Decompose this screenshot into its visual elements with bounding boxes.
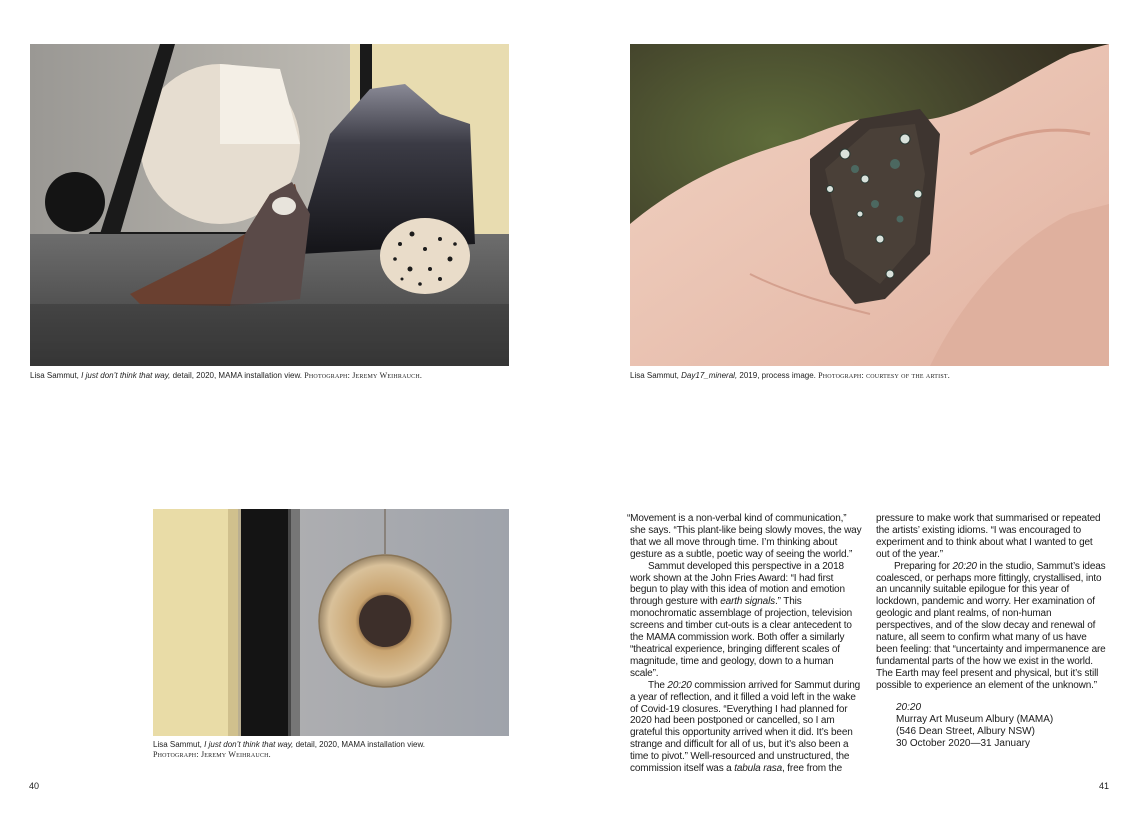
caption-details: 2019, process image. bbox=[737, 371, 819, 380]
exhibition-venue: Murray Art Museum Albury (MAMA) bbox=[896, 714, 1054, 725]
caption-top-left bbox=[30, 371, 422, 381]
paragraph: The 20:20 commission arrived for Sammut during a year of reflection, and it filled a void left in the wake of Covid-19 closures. “Everything I had planned for 2020 had been postponed or cancelled, so I am grateful this opportunity arrived when it did. It’s been strange and difficult for all of us, but it’s also been a time to pivot.” Well-resourced and unstructured, the commission itself was a tabula rasa, free from the bbox=[630, 679, 861, 775]
caption-details: detail, 2020, MAMA installation view. bbox=[293, 740, 425, 749]
article-column-1 bbox=[627, 513, 862, 775]
caption-title: I just don’t think that way, bbox=[81, 371, 171, 380]
exhibition-details bbox=[896, 702, 1053, 750]
caption-details: detail, 2020, MAMA installation view. bbox=[170, 371, 305, 380]
caption-title: Day17_mineral, bbox=[681, 371, 738, 380]
caption-top-right bbox=[630, 371, 950, 381]
caption-artist: Lisa Sammut, bbox=[630, 371, 682, 380]
exhibition-dates: 30 October 2020—31 January bbox=[896, 738, 1030, 749]
paragraph: Sammut developed this perspective in a 2018 work shown at the John Fries Award: “I had first begun to play with this idea of motion and emotion through gesture with earth signals.” This monochromatic assemblage of projection, television screens and timber cut-outs is a clear antecedent to the MAMA commission work. Both offer a similarly “theatrical experience, bringing different scales of magnitude, time and geology, down to a human scale”. bbox=[630, 560, 853, 679]
exhibition-address: (546 Dean Street, Albury NSW) bbox=[896, 726, 1035, 737]
page-number-right: 41 bbox=[1099, 781, 1110, 791]
paragraph: pressure to make work that summarised or repeated the artists’ existing idioms. “I was encouraged to experiment and to think about what I wanted to get out of the year.” bbox=[876, 513, 1101, 560]
exhibition-title: 20:20 bbox=[896, 702, 922, 713]
caption-bottom-left bbox=[153, 740, 425, 760]
page-number-left: 40 bbox=[29, 781, 40, 791]
installation-photo-top-left bbox=[30, 44, 509, 366]
paragraph: Preparing for 20:20 in the studio, Sammut’s ideas coalesced, or perhaps more fittingly, crystallised, into an uncannily suitable epilogue for this year of lockdown, pandemic and worry. Her examination of geologic and plant realms, of non-human perspectives, and of the slow decay and renewal of nature, all seem to confirm what many of us have been feeling: that “uncertainty and impermanence are fundamental parts of the how we exist in the world. The Earth may feel present and physical, but it’s still possible to experience an element of the unknown.” bbox=[876, 560, 1106, 691]
paragraph: “Movement is a non-verbal kind of communication,” she says. “This plant-like being slowly moves, the way that we all move through time. I’m thinking about gesture as a subtle, poetic way of seeing the world.” bbox=[627, 513, 862, 560]
caption-credit: Photograph: Jeremy Weihrauch. bbox=[304, 371, 423, 380]
caption-artist: Lisa Sammut, bbox=[30, 371, 82, 380]
hand-mineral-photo-top-right bbox=[630, 44, 1109, 366]
caption-credit: Photograph: courtesy of the artist. bbox=[818, 371, 950, 380]
article-column-2 bbox=[876, 513, 1106, 692]
wall-sculpture-photo-bottom-left bbox=[153, 509, 509, 736]
caption-title: I just don’t think that way, bbox=[204, 740, 294, 749]
caption-credit: Photograph: Jeremy Weihrauch. bbox=[153, 750, 271, 759]
caption-artist: Lisa Sammut, bbox=[153, 740, 205, 749]
